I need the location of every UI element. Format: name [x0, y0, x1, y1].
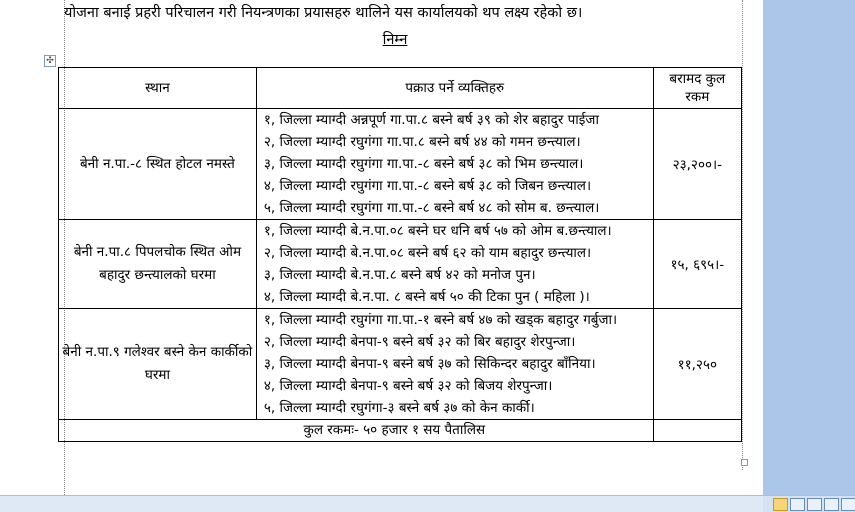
outline-view-icon[interactable]	[824, 498, 839, 511]
persons-cell	[256, 309, 653, 420]
amount-cell: २३,२००।-	[653, 109, 741, 220]
person-line: ४, जिल्ला म्याग्दी रघुगंगा गा.पा.-८ बस्ने बर्ष ३८ को जिबन छन्त्याल।	[263, 178, 592, 194]
person-line: ४, जिल्ला म्याग्दी बे.न.पा. ८ बस्ने बर्ष ५० की टिका पुन ( महिला )।	[263, 289, 590, 305]
person-line: २, जिल्ला म्याग्दी बेनपा-९ बस्ने बर्ष ३२ को बिर बहादुर शेरपुन्जा।	[263, 334, 576, 350]
person-line: २, जिल्ला म्याग्दी बे.न.पा.०८ बस्ने बर्ष ६२ को याम बहादुर छन्त्याल।	[263, 245, 592, 261]
person-line: ४, जिल्ला म्याग्दी बेनपा-९ बस्ने बर्ष ३२ को बिजय शेरपुन्जा।	[263, 378, 553, 394]
amount-cell: १५, ६९५।-	[653, 220, 741, 309]
location-cell: बेनी न.पा.९ गलेश्वर बस्ने केन कार्कीको घरमा	[59, 309, 257, 420]
table-header-row	[59, 68, 742, 109]
web-layout-view-icon[interactable]	[807, 498, 822, 511]
section-title: निम्न	[382, 32, 408, 48]
status-bar-left	[0, 496, 763, 512]
person-line: ५, जिल्ला म्याग्दी रघुगंगा-३ बस्ने बर्ष ३७ को केन कार्की।	[263, 400, 535, 416]
person-line: १, जिल्ला म्याग्दी अन्नपूर्ण गा.पा.८ बस्ने बर्ष ३९ को शेर बहादुर पाईजा	[263, 112, 599, 128]
table-move-icon[interactable]: ✣	[44, 55, 56, 67]
header-amount: बरामद कुल रकम	[653, 68, 741, 109]
table-row	[59, 220, 742, 309]
person-line: १, जिल्ला म्याग्दी रघुगंगा गा.पा.-१ बस्ने बर्ष ४७ को खड्क बहादुर गर्बुजा।	[263, 312, 618, 328]
total-label: कुल रकमः- ५० हजार १ सय पैतालिस	[59, 420, 654, 442]
location-cell: बेनी न.पा.८ पिपलचोक स्थित ओम बहादुर छन्त्यालको घरमा	[59, 220, 257, 309]
table-row	[59, 109, 742, 220]
location-cell: बेनी न.पा.-८ स्थित होटल नमस्ते	[59, 109, 257, 220]
header-location: स्थान	[59, 68, 257, 109]
table-resize-icon[interactable]	[741, 459, 748, 466]
right-margin-guide	[742, 0, 743, 470]
person-line: ५, जिल्ला म्याग्दी रघुगंगा गा.पा.-८ बस्ने बर्ष ४८ को सोम ब. छन्त्याल।	[263, 200, 600, 216]
print-layout-view-icon[interactable]	[773, 498, 788, 511]
arrest-table	[58, 67, 742, 442]
total-row	[59, 420, 742, 442]
person-line: ३, जिल्ला म्याग्दी बेनपा-९ बस्ने बर्ष ३७ को सिकिन्दर बहादुर बाँनिया।	[263, 356, 596, 372]
person-line: ३, जिल्ला म्याग्दी बे.न.पा.८ बस्ने बर्ष ४२ को मनोज पुन।	[263, 267, 536, 283]
person-line: ३, जिल्ला म्याग्दी रघुगंगा गा.पा.-८ बस्ने बर्ष ३८ को भिम छन्त्याल।	[263, 156, 584, 172]
header-persons: पक्राउ पर्ने व्यक्तिहरु	[256, 68, 653, 109]
persons-cell	[256, 220, 653, 309]
table-row	[59, 309, 742, 420]
person-line: २, जिल्ला म्याग्दी रघुगंगा गा.पा.८ बस्ने बर्ष ४४ को गमन छन्त्याल।	[263, 134, 581, 150]
total-amount-cell	[653, 420, 741, 442]
draft-view-icon[interactable]	[841, 498, 855, 511]
document-workspace-background	[763, 0, 855, 495]
person-line: १, जिल्ला म्याग्दी बे.न.पा.०८ बस्ने घर धनि बर्ष ५७ को ओम ब.छन्त्याल।	[263, 223, 612, 239]
intro-paragraph: योजना बनाई प्रहरी परिचालन गरी नियन्त्रणका प्रयासहरु थालिने यस कार्यालयको थप लक्ष्य रहेको छ।	[64, 5, 583, 21]
persons-cell	[256, 109, 653, 220]
amount-cell: ११,२५०	[653, 309, 741, 420]
status-bar	[0, 495, 855, 512]
full-screen-reading-view-icon[interactable]	[790, 498, 805, 511]
